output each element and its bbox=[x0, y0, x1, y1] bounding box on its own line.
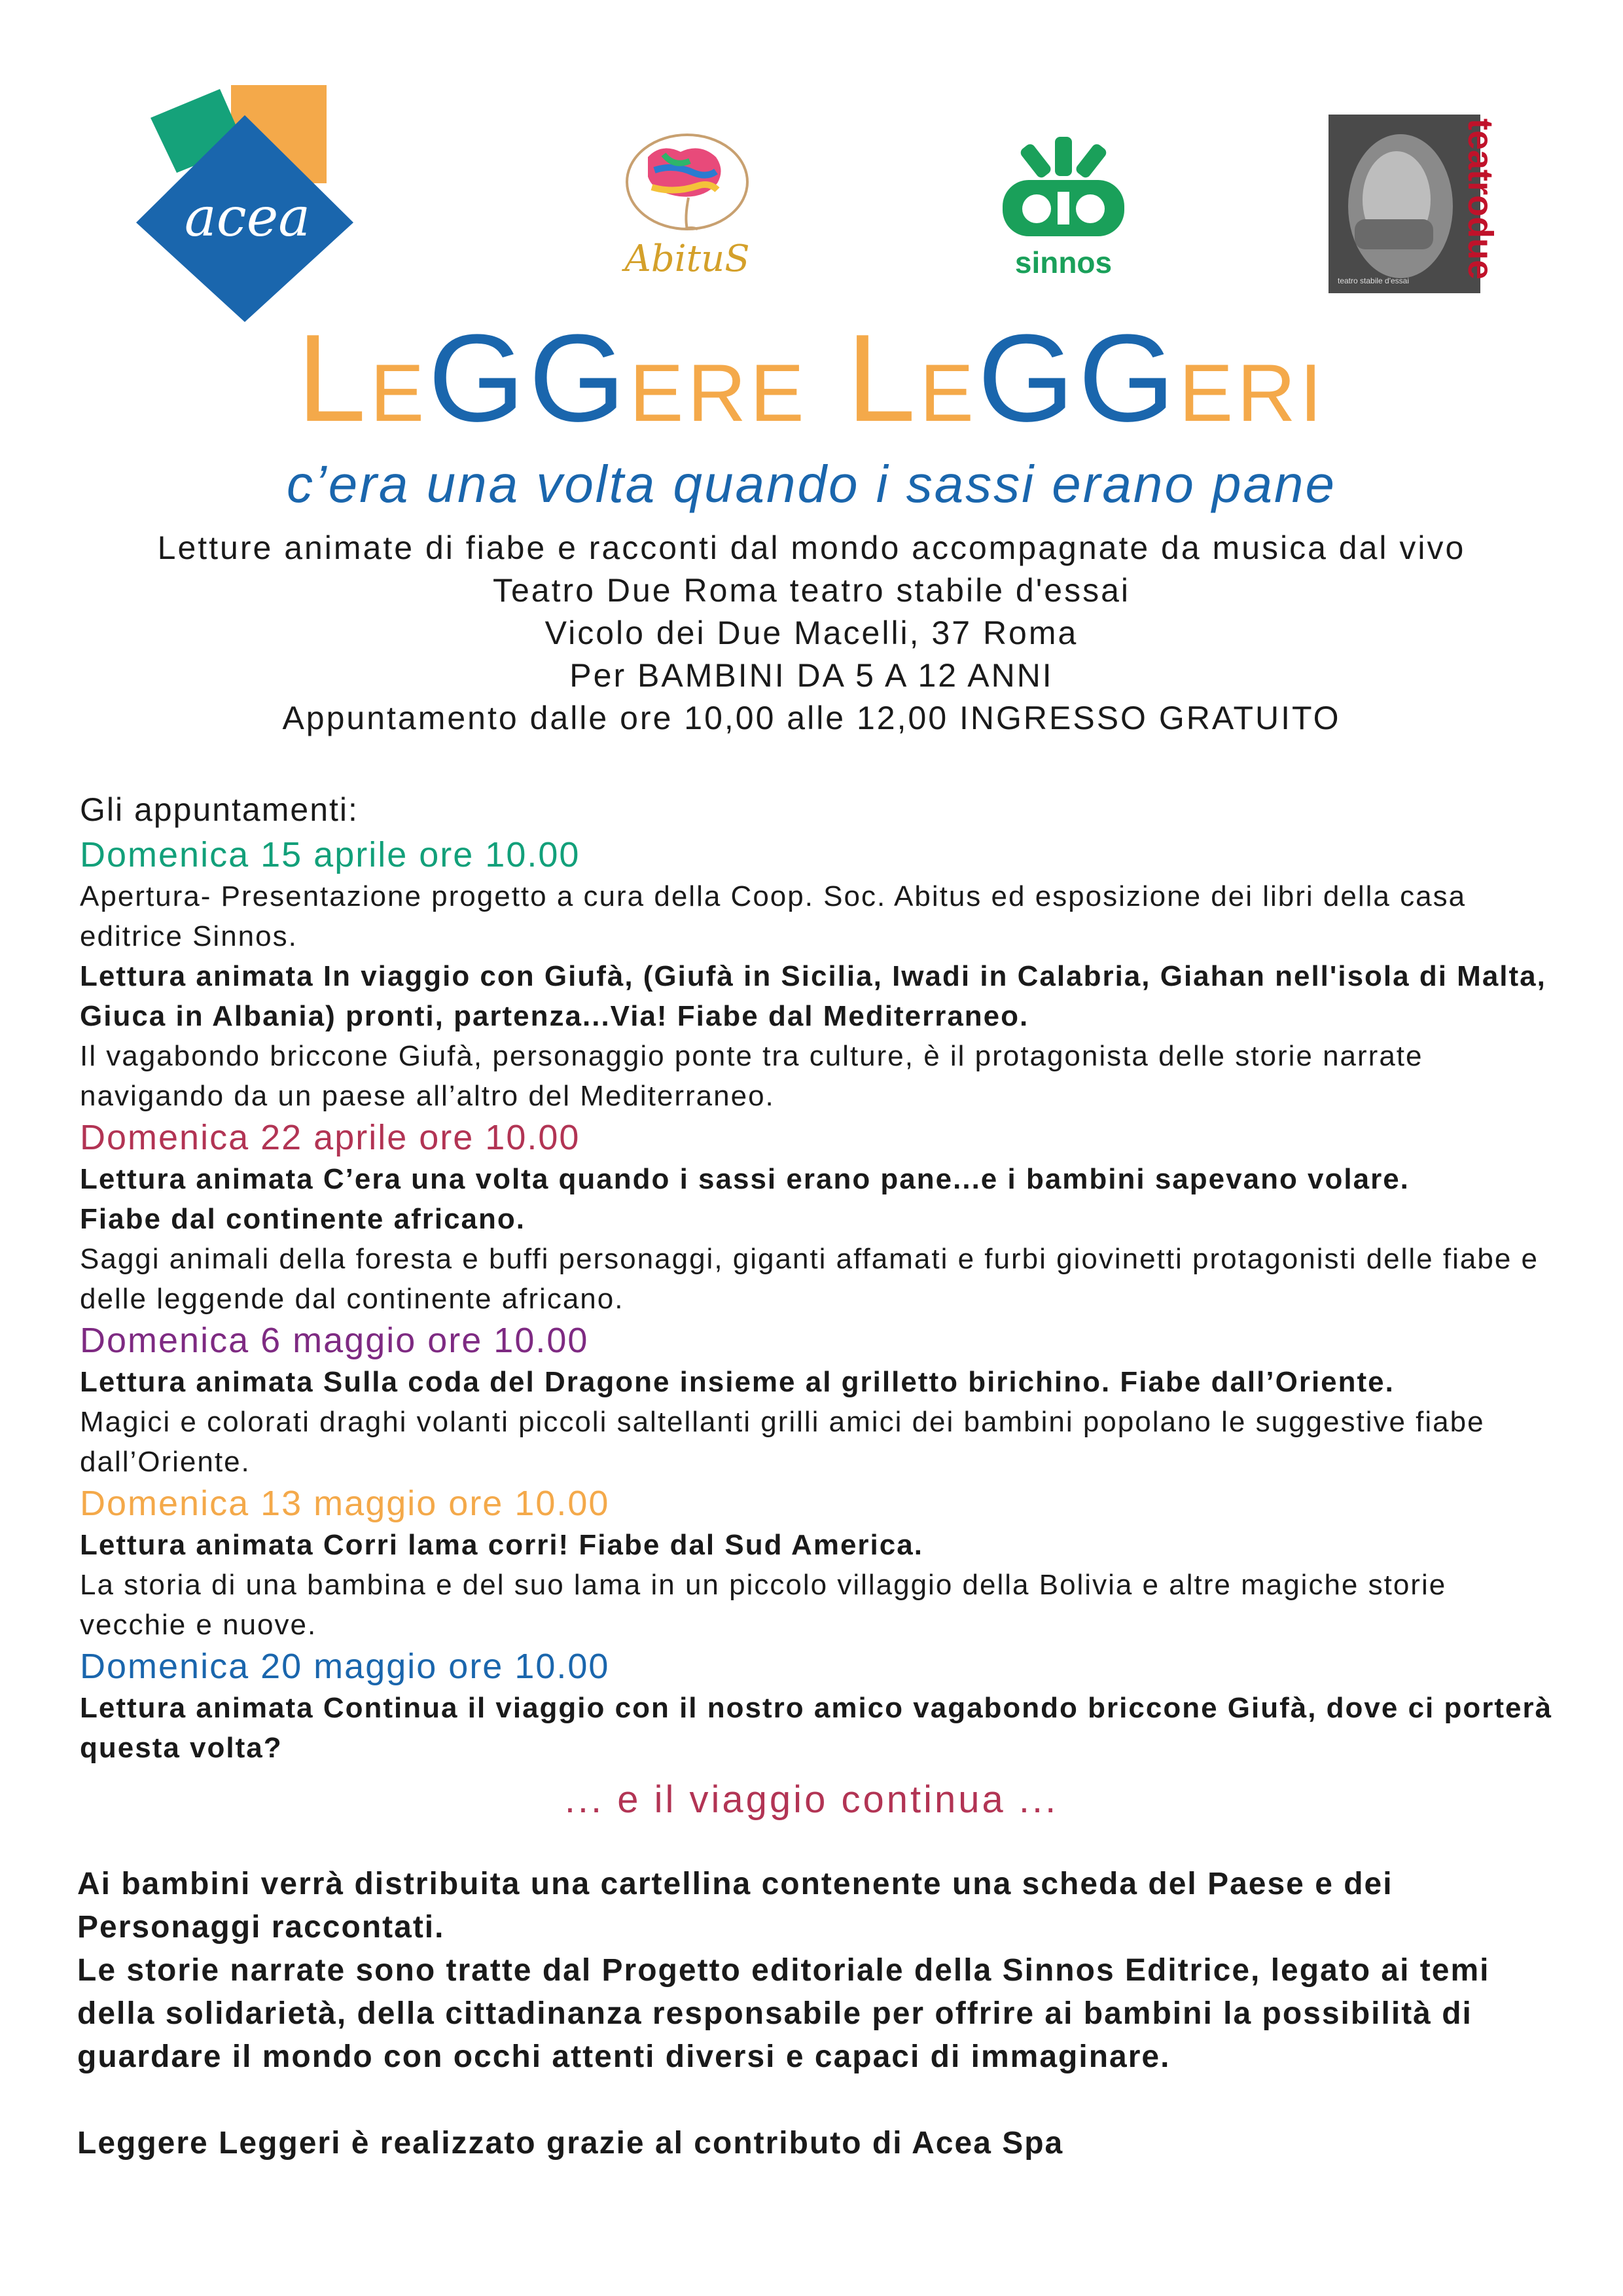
event-5 bbox=[80, 1645, 1559, 1768]
info-line-age: Per BAMBINI DA 5 A 12 ANNI bbox=[569, 657, 1054, 694]
footer-paragraph: Ai bambini verrà distribuita una cartellina contenente una scheda del Paese e dei Personaggi raccontati. bbox=[77, 1867, 1393, 1945]
event-date: Domenica 22 aprile ore 10.00 bbox=[80, 1118, 580, 1157]
event-description: Apertura- Presentazione progetto a cura della Coop. Soc. Abitus ed esposizione dei libri della casa editrice Sinnos. bbox=[80, 880, 1467, 952]
event-1 bbox=[80, 833, 1559, 1116]
event-reading-title: Lettura animata Continua il viaggio con il nostro amico vagabondo briccone Giufà, dove ci porterà questa volta? bbox=[80, 1692, 1553, 1764]
event-date: Domenica 13 maggio ore 10.00 bbox=[80, 1484, 610, 1523]
footer-notes bbox=[77, 1863, 1556, 2165]
event-description: Magici e colorati draghi volanti piccoli saltellanti grilli amici dei bambini popolano le suggestive fiabe dall’Oriente. bbox=[80, 1406, 1485, 1478]
program-intro: Gli appuntamenti: bbox=[80, 791, 359, 828]
teatrodue-logo-text: teatrodue bbox=[1461, 118, 1500, 280]
info-line-venue: Teatro Due Roma teatro stabile d'essai bbox=[493, 572, 1130, 609]
footer-paragraph: Le storie narrate sono tratte dal Progetto editoriale della Sinnos Editrice, legato ai temi della solidarietà, della cittadinanza responsabile per offrire ai bambini la possibilità di guardare il mondo con occhi attenti diversi e capaci di immaginare. bbox=[77, 1953, 1490, 2074]
sinnos-logo bbox=[988, 134, 1139, 281]
event-reading-title: Lettura animata Corri lama corri! Fiabe dal Sud America. bbox=[80, 1529, 923, 1561]
footer-sponsor: Leggere Leggeri è realizzato grazie al contributo di Acea Spa bbox=[77, 2126, 1064, 2161]
abitus-logo bbox=[609, 131, 766, 281]
program-section bbox=[80, 789, 1559, 1768]
event-4 bbox=[80, 1482, 1559, 1645]
event-date: Domenica 20 maggio ore 10.00 bbox=[80, 1647, 610, 1686]
acea-logo bbox=[116, 80, 360, 323]
event-reading-title: Lettura animata Sulla coda del Dragone insieme al grilletto birichino. Fiabe dall’Oriente. bbox=[80, 1366, 1395, 1398]
event-3 bbox=[80, 1319, 1559, 1482]
event-description: Saggi animali della foresta e buffi personaggi, giganti affamati e furbi giovinetti protagonisti delle fiabe e delle leggende dal continente africano. bbox=[80, 1243, 1539, 1315]
sinnos-logo-text: sinnos bbox=[1014, 245, 1113, 279]
event-date: Domenica 15 aprile ore 10.00 bbox=[80, 835, 580, 874]
event-date: Domenica 6 maggio ore 10.00 bbox=[80, 1321, 589, 1360]
teatrodue-logo bbox=[1329, 115, 1500, 293]
info-line-schedule: Appuntamento dalle ore 10,00 alle 12,00 INGRESSO GRATUITO bbox=[282, 700, 1341, 736]
event-reading-title: Lettura animata In viaggio con Giufà, (Giufà in Sicilia, Iwadi in Calabria, Giahan nell'isola di Malta, Giuca in Albania) pronti, partenza...Via! Fiabe dal Mediterraneo. bbox=[80, 960, 1546, 1032]
teatrodue-logo-caption: teatro stabile d'essai bbox=[1338, 276, 1410, 285]
event-reading-title: Lettura animata C’era una volta quando i sassi erano pane...e i bambini sapevano volare. Fiabe dal continente africano. bbox=[80, 1163, 1410, 1235]
event-description: La storia di una bambina e del suo lama in un piccolo villaggio della Bolivia e altre magiche storie vecchie e nuove. bbox=[80, 1569, 1447, 1641]
abitus-logo-text: AbituS bbox=[624, 238, 750, 280]
subtitle: c’era una volta quando i sassi erano pane bbox=[286, 455, 1336, 513]
acea-logo-text: acea bbox=[184, 187, 311, 249]
event-description: Il vagabondo briccone Giufà, personaggio ponte tra culture, è il protagonista delle storie narrate navigando da un paese all’altro del Mediterraneo. bbox=[80, 1040, 1423, 1112]
page-title: LEGGERE LEGGERI bbox=[296, 309, 1327, 448]
info-line-description: Letture animate di fiabe e racconti dal mondo accompagnate da musica dal vivo bbox=[157, 529, 1466, 566]
event-2 bbox=[80, 1116, 1559, 1319]
continues-tagline: ... e il viaggio continua ... bbox=[564, 1778, 1059, 1821]
info-line-address: Vicolo dei Due Macelli, 37 Roma bbox=[544, 615, 1079, 651]
